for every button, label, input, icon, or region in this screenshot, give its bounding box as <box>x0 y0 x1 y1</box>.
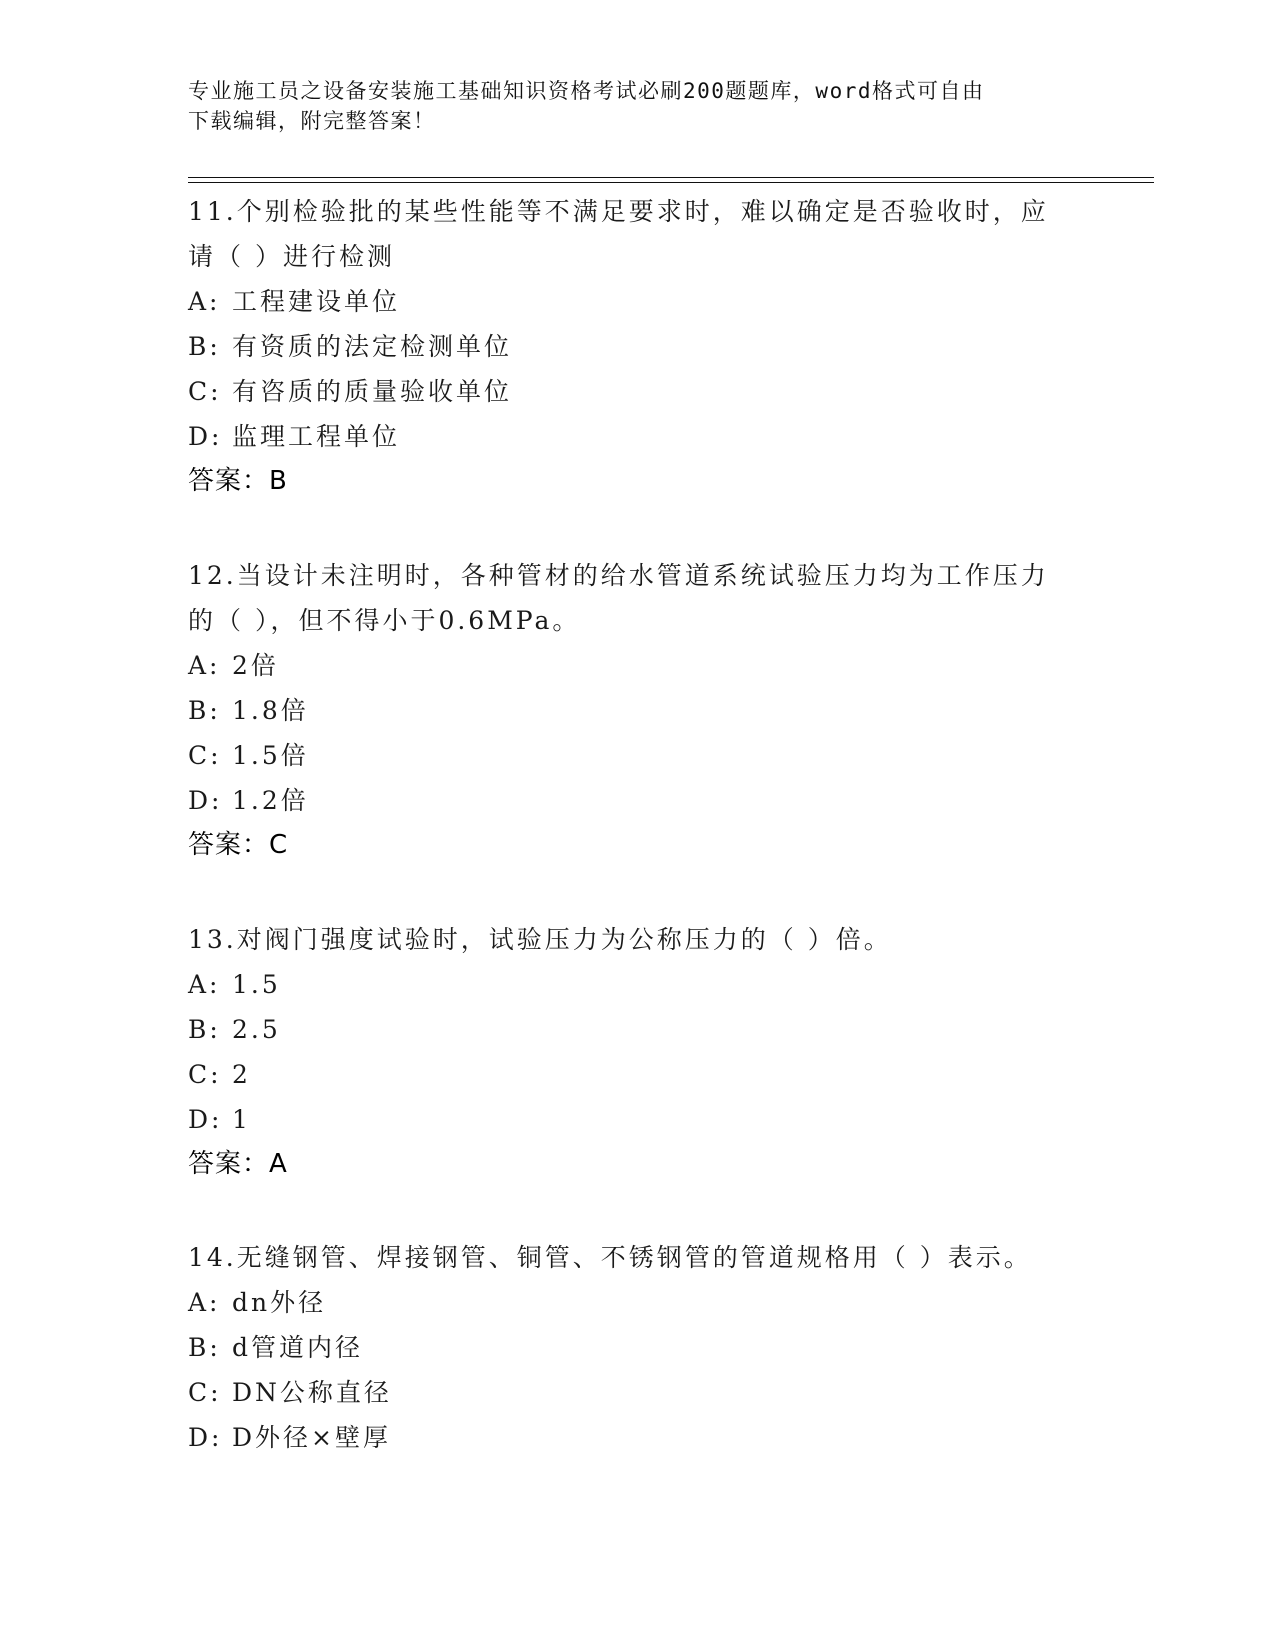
question-text-line-2: 请（ ）进行检测 <box>188 242 395 271</box>
option-a <box>188 279 1088 324</box>
option-letter: C: <box>188 1378 222 1407</box>
question-number: 13. <box>188 925 237 954</box>
option-letter: D: <box>188 1105 223 1134</box>
question-text-line-2: 的（ ），但不得小于0.6MPa。 <box>188 606 581 635</box>
question-text-line-1: 无缝钢管、焊接钢管、铜管、不锈钢管的管道规格用（ ）表示。 <box>236 1243 1032 1272</box>
question-text <box>188 917 1088 962</box>
option-text: 监理工程单位 <box>232 422 401 451</box>
option-text: 2倍 <box>232 651 279 680</box>
option-c <box>188 1052 1088 1097</box>
question-text-line-1: 个别检验批的某些性能等不满足要求时，难以确定是否验收时，应 <box>236 197 1049 226</box>
option-b <box>188 1007 1088 1052</box>
option-c <box>188 1370 1088 1415</box>
answer-line: 答案：A <box>188 1149 288 1179</box>
option-letter: B: <box>188 332 221 361</box>
option-letter: D: <box>188 1423 223 1452</box>
option-letter: C: <box>188 377 222 406</box>
option-text: 1 <box>232 1105 251 1134</box>
question-number: 11. <box>188 197 237 226</box>
option-letter: D: <box>188 422 223 451</box>
question-number: 12. <box>188 561 237 590</box>
option-c <box>188 369 1088 414</box>
question-text <box>188 1235 1088 1280</box>
option-text: DN公称直径 <box>232 1378 392 1407</box>
option-text: 2 <box>232 1060 251 1089</box>
option-letter: A: <box>188 651 221 680</box>
answer-line: 答案：B <box>188 466 288 496</box>
option-letter: B: <box>188 1015 221 1044</box>
option-d <box>188 1097 1088 1142</box>
question-text-line-1: 对阀门强度试验时，试验压力为公称压力的（ ）倍。 <box>236 925 892 954</box>
header-divider-top <box>188 177 1154 178</box>
option-a <box>188 1280 1088 1325</box>
option-text: 1.2倍 <box>232 786 309 815</box>
header-line-2: 下载编辑，附完整答案！ <box>188 109 436 133</box>
option-letter: B: <box>188 1333 221 1362</box>
option-text: 有资质的法定检测单位 <box>232 332 513 361</box>
option-a <box>188 962 1088 1007</box>
option-text: D外径×壁厚 <box>232 1423 391 1452</box>
option-letter: A: <box>188 970 221 999</box>
option-text: d管道内径 <box>232 1333 364 1362</box>
option-letter: B: <box>188 696 221 725</box>
question-text <box>188 553 1088 598</box>
question-text <box>188 189 1088 234</box>
option-letter: A: <box>188 287 221 316</box>
option-letter: C: <box>188 741 222 770</box>
option-b <box>188 688 1088 733</box>
option-text: dn外径 <box>232 1288 327 1317</box>
header-line-1: 专业施工员之设备安装施工基础知识资格考试必刷200题题库，word格式可自由 <box>188 79 985 103</box>
option-text: 2.5 <box>232 1015 281 1044</box>
option-text: 1.5 <box>232 970 281 999</box>
question-13 <box>188 917 1088 1187</box>
option-b <box>188 1325 1088 1370</box>
option-b <box>188 324 1088 369</box>
option-d <box>188 1415 1088 1460</box>
option-text: 1.5倍 <box>232 741 309 770</box>
option-text: 1.8倍 <box>232 696 309 725</box>
option-c <box>188 733 1088 778</box>
answer-line: 答案：C <box>188 830 289 860</box>
question-11 <box>188 189 1088 504</box>
question-number: 14. <box>188 1243 237 1272</box>
question-text-line-1: 当设计未注明时，各种管材的给水管道系统试验压力均为工作压力 <box>236 561 1049 590</box>
option-letter: D: <box>188 786 223 815</box>
option-a <box>188 643 1088 688</box>
question-14 <box>188 1235 1088 1460</box>
header-divider-bottom <box>188 182 1154 183</box>
option-text: 工程建设单位 <box>232 287 401 316</box>
question-12 <box>188 553 1088 868</box>
document-header <box>188 76 1068 136</box>
option-text: 有咨质的质量验收单位 <box>232 377 513 406</box>
option-d <box>188 778 1088 823</box>
option-letter: C: <box>188 1060 222 1089</box>
option-d <box>188 414 1088 459</box>
option-letter: A: <box>188 1288 221 1317</box>
